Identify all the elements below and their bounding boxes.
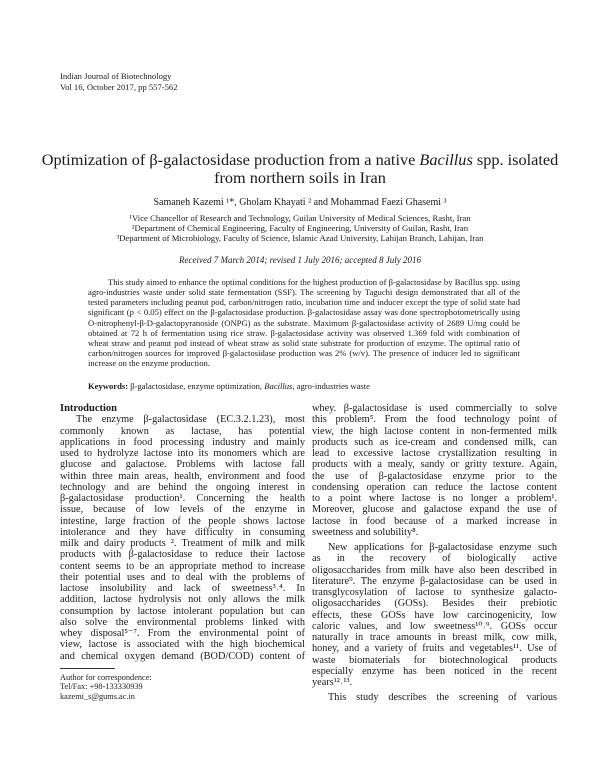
abstract [88, 277, 520, 368]
right-column [312, 403, 557, 704]
text-line: commonly known as lactase, has potential [60, 425, 305, 437]
keywords-genus: Bacillus [264, 381, 293, 391]
text-line: applications in food processing industry and mainly [60, 436, 305, 448]
text-line: carbon/nitrogen sources for improved β-galactosidase production was 2% (w/v). The presence of inducer led to significant [88, 348, 520, 359]
text-line: O-nitrophenyl-β-D-galactopyranoside (ONPG) as the substrate. Maximum β-galactosidase activity of 2689 U/mg could be [88, 317, 520, 328]
text-line: wheat straw and peanut pod instead of wheat straw as solid state substrate for production of enzyme. The optimal ratio of [88, 337, 520, 348]
text-line: products with β-galactosidase to reduce their lactose [60, 549, 305, 561]
text-line: intestine, large fraction of the people shows lactose [60, 515, 305, 527]
text-line: to a point where lactose is no longer a problem¹. [312, 493, 557, 504]
text-line: whey. β-galactosidase is used commercially to solve [312, 403, 557, 414]
title-text: spp. isolated [472, 150, 559, 169]
affiliation: ¹Vice Chancellor of Research and Technology, Guilan University of Medical Sciences, Rasht, Iran [129, 213, 471, 223]
paper-title-line-2: from northern soils in Iran [214, 168, 386, 187]
journal-issue: Vol 16, October 2017, pp 557-562 [60, 82, 178, 92]
text-line: transglycosylation of lactose to synthesize galacto- [312, 587, 557, 598]
keywords-text: β-galactosidase, enzyme optimization, [128, 381, 265, 391]
text-line: lead to excessive lactose crystallization resulting in [312, 448, 557, 459]
text-line: also solve the environmental problems linked with [60, 616, 305, 628]
text-line: as in the recovery of biologically active [312, 553, 557, 565]
text-line: New applications for β-galactosidase enzyme such [328, 542, 557, 553]
text-line: and chemical oxygen demand (BOD/COD) content of [60, 650, 305, 662]
keywords [88, 381, 370, 391]
paragraph [312, 692, 557, 703]
text-line: view, the high lactose content in non-fermented milk [312, 425, 557, 437]
text-line: β-galactosidase production¹. Concerning the health [60, 493, 305, 504]
text-line: condensing operation can reduce the lactose content [312, 481, 557, 493]
text-line: whey disposal⁵⁻⁷. From the environmental point of [60, 628, 305, 639]
received-dates: Received 7 March 2014; revised 1 July 2016; accepted 8 July 2016 [179, 255, 421, 265]
text-line: this problem⁵. From the food technology point of [312, 414, 557, 426]
text-line: products such as ice-cream and condensed milk, can [312, 436, 557, 448]
text-line: used to hydrolyze lactose into its monomers which are [60, 448, 305, 459]
text-line: effects, these GOSs have low carcinogenicity, low [312, 609, 557, 621]
text-line: oligosaccharides (GOSs). Besides their prebiotic [312, 598, 557, 610]
journal-name: Indian Journal of Biotechnology [60, 71, 172, 81]
affiliations [0, 213, 600, 244]
title-genus: Bacillus [419, 150, 473, 169]
text-line: The enzyme β-galactosidase (EC.3.2.1.23), most [76, 414, 305, 426]
text-line: oligosaccharides from milk have also been described in [312, 564, 557, 576]
affiliation: ³Department of Microbiology, Faculty of Science, Islamic Azad University, Lahijan Branch, Lahijan, Iran [116, 233, 484, 244]
text-line: consumption by lactose intolerant population but can [60, 605, 305, 617]
text-line: naturally in trace amounts in breast milk, cow milk, [312, 632, 557, 643]
title-text: Optimization of β-galactosidase production from a native [41, 150, 420, 169]
text-line: issue, because of low levels of the enzyme in [60, 504, 305, 516]
text-line: honey, and a variety of fruits and vegetables¹¹. Use of [312, 643, 557, 655]
text-line: sweetness and solubility⁸. [312, 526, 419, 538]
text-line: intolerance and they have difficulty in consuming [60, 526, 305, 538]
text-line: products with a mealy, sandy or gritty texture. Again, [312, 459, 557, 471]
footnote-email: kazemi_s@gums.ac.in [60, 691, 135, 701]
paper-title-line-1 [40, 151, 560, 169]
text-line: especially enzyme has been noticed in the recent [312, 665, 557, 677]
text-line: lactose insolubility and lack of sweetness³˒⁴. In [60, 583, 305, 594]
text-line: This study describes the screening of various [328, 692, 557, 704]
text-line: lactose in food because of a marked increase in [312, 515, 557, 527]
text-line: view, lactose is associated with the high biochemical [60, 639, 305, 651]
paragraph [312, 542, 557, 688]
text-line: glucose and galactose. Problems with lactose fall [60, 459, 305, 471]
text-line: literature⁹. The enzyme β-galactosidase can be used in [312, 575, 557, 587]
keywords-label: Keywords: [88, 381, 129, 391]
text-line: content seems to be an appropriate method to increase [60, 560, 305, 572]
text-line: Moreover, glucose and galactose expand the use of [312, 504, 557, 516]
footnote-divider [60, 668, 115, 669]
text-line: waste biomaterials for biotechnological products [312, 654, 557, 666]
text-line: the use of β-galactosidase enzyme prior to the [312, 470, 557, 482]
text-line: obtained at 72 h of fermentation using rice straw. β-galactosidase activity was observed 1.369 fold with combination of [88, 327, 520, 338]
text-line: addition, lactose hydrolysis not only allows the milk [60, 594, 305, 606]
text-line: caloric values, and low sweetness¹⁰˒⁹. GOSs occur [312, 620, 557, 632]
text-line: within three main areas, health, environment and food [60, 470, 305, 482]
footnote-phone: Tel/Fax: +98-133330939 [60, 682, 143, 692]
text-line: their potential uses and to deal with the problems of [60, 571, 305, 583]
section-heading-introduction: Introduction [60, 403, 117, 414]
correspondence-footnote [60, 673, 305, 702]
left-column [60, 403, 305, 702]
intro-paragraph [60, 414, 305, 662]
text-line: milk and dairy products ². Treatment of milk and milk [60, 538, 305, 549]
text-line: This study aimed to enhance the optimal conditions for the highest production of β-galactosidase by Bacillus spp. using [108, 277, 520, 287]
affiliation: ²Department of Chemical Engineering, Faculty of Engineering, University of Guilan, Rasht, Iran [131, 223, 469, 234]
footnote-line: Author for correspondence: [60, 672, 152, 682]
text-line: years¹²˒¹³. [312, 677, 353, 688]
text-line: tested parameters including peanut pod, carbon/nitrogen ratio, incubation time and inducer except the type of solid state had [88, 297, 520, 308]
text-line: increase on the enzyme production. [88, 358, 210, 369]
text-line: significant (p < 0.05) effect on the β-galactosidase production. β-galactosidase assay was done spectrophotometrically using [88, 307, 520, 318]
keywords-text: , agro-industries waste [292, 381, 370, 391]
authors: Samaneh Kazemi ¹*, Gholam Khayati ² and Mohammad Faezi Ghasemi ³ [153, 197, 447, 208]
text-line: technology and are behind the ongoing interest in [60, 481, 305, 493]
paragraph [312, 403, 557, 538]
text-line: agro-industries waste under solid state fermentation (SSF). The screening by Taguchi design demonstrated that all of the [88, 287, 520, 298]
